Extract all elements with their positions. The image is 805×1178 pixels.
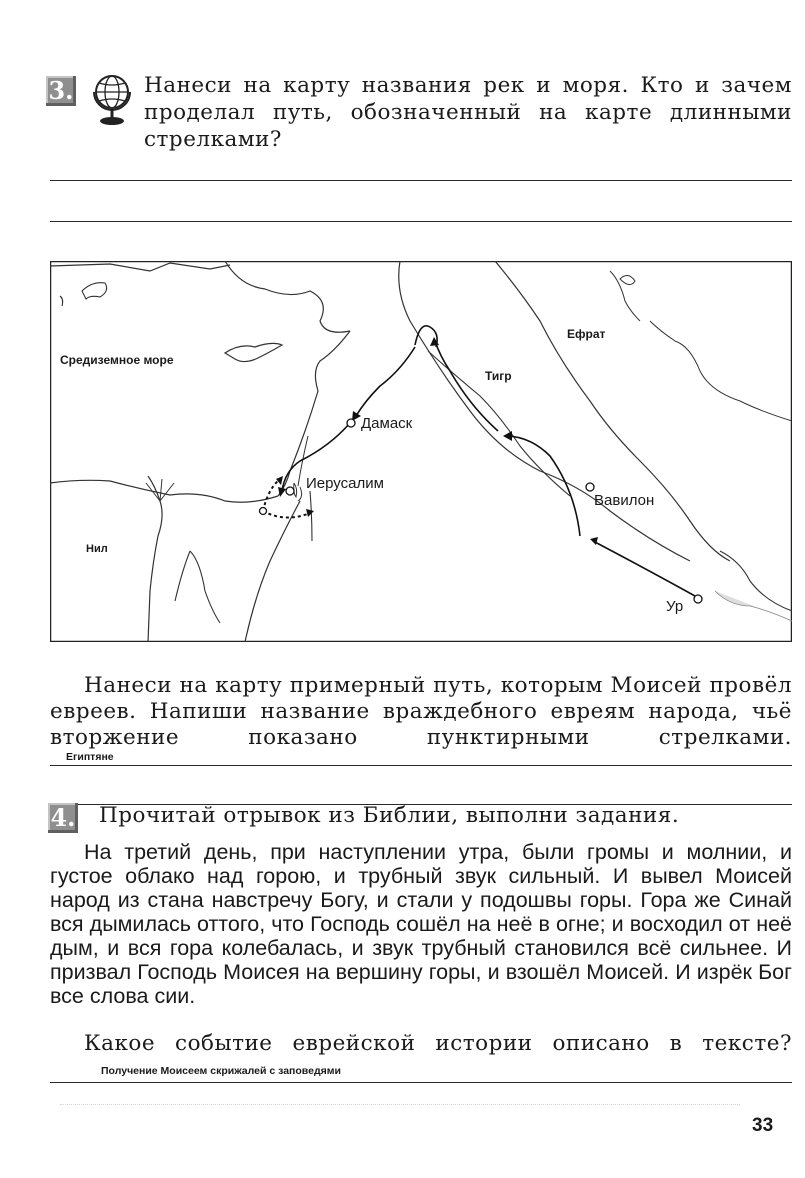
task4-answer: Получение Моисеем скрижалей с заповедями — [101, 1065, 341, 1077]
label-babylon: Вавилон — [594, 492, 655, 509]
task3-subquestion: Нанеси на карту примерный путь, которым Моисей провёл евреев. Напиши название враждебного евреям народа, чьё вторжение показано пунктирными стрелками. — [50, 673, 792, 750]
label-jerusalem: Иерусалим — [306, 475, 384, 492]
task4-question: Какое событие еврейской истории описано в тексте? — [84, 1031, 792, 1056]
task4-title: Прочитай отрывок из Библии, выполни задания. — [99, 803, 680, 828]
answer-line-5 — [50, 1082, 792, 1083]
babylon-marker — [586, 483, 594, 491]
globe-icon — [90, 72, 134, 128]
bible-passage: На третий день, при наступлении утра, были громы и молнии, и густое облако над горою, и трубный звук сильный. И вывел Моисей народ из стана навстречу Богу, и стали у подошвы горы. Гора же Синай вся дымилась оттого, что Господь сошёл на неё в огне; и восходил от неё дым, и вся гора колебалась, и звук трубный становился всё сильнее. И призвал Господь Моисея на вершину горы, и взошёл Моисей. И изрёк Бог все слова сии. — [50, 840, 792, 1008]
map — [50, 261, 792, 642]
faint-line — [60, 1104, 740, 1105]
answer-line-3 — [50, 765, 792, 766]
answer-line-1 — [50, 180, 792, 181]
answer-line-2 — [50, 221, 792, 222]
label-mediterranean-sea: Средиземное море — [60, 353, 174, 367]
label-ur: Ур — [666, 598, 684, 615]
label-euphrates: Ефрат — [567, 327, 606, 341]
map-svg — [50, 261, 792, 642]
jerusalem-marker — [286, 487, 294, 495]
page-number: 33 — [752, 1115, 774, 1136]
label-tigris: Тигр — [485, 369, 512, 383]
task-number-badge-3: 3. — [46, 76, 76, 106]
label-damascus: Дамаск — [361, 415, 413, 432]
task3-answer: Египтяне — [66, 751, 114, 763]
label-nile: Нил — [86, 543, 108, 555]
egypt-marker — [260, 508, 267, 515]
ur-marker — [694, 595, 702, 603]
task-number-badge-4: 4. — [48, 803, 78, 833]
task3-question: Нанеси на карту названия рек и моря. Кто и зачем проделал путь, обозначенный на карте длинными стрелками? — [144, 73, 792, 152]
damascus-marker — [347, 419, 355, 427]
